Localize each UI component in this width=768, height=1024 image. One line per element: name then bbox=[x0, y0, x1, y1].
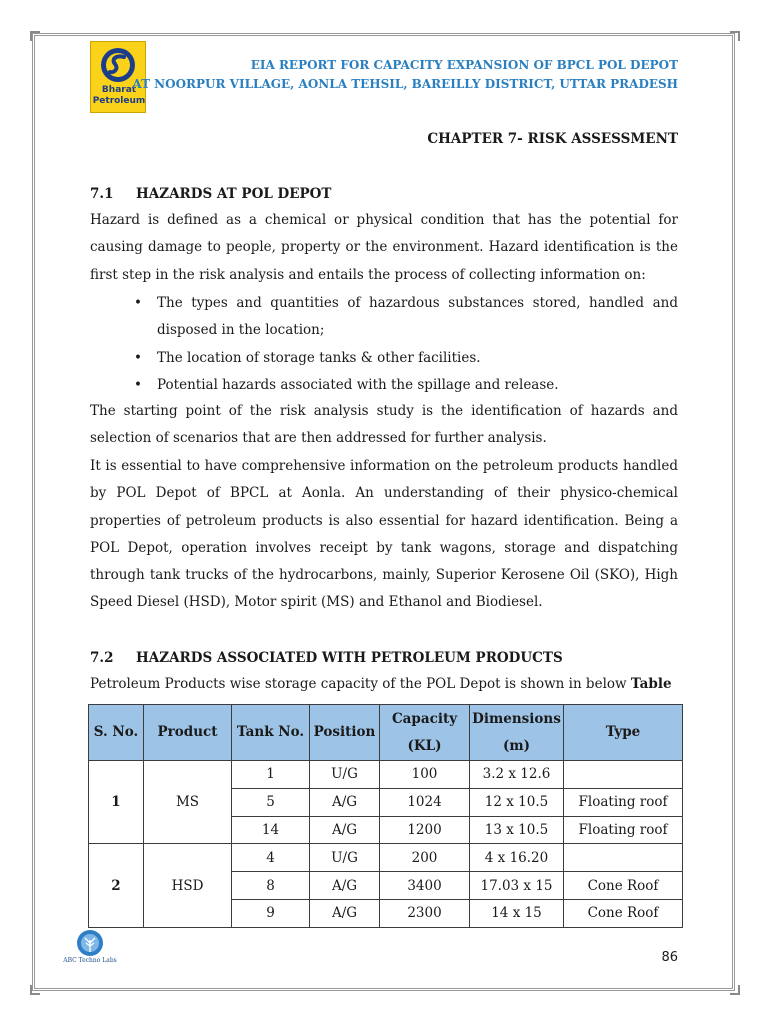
table-row bbox=[89, 761, 683, 789]
column-header: Tank No. bbox=[232, 705, 310, 761]
table-cell: 1024 bbox=[380, 788, 470, 816]
table-cell: A/G bbox=[310, 788, 380, 816]
table-cell bbox=[564, 761, 683, 789]
table-caption bbox=[90, 676, 672, 692]
table-cell: 9 bbox=[232, 899, 310, 927]
table-cell: 2300 bbox=[380, 899, 470, 927]
column-header: Product bbox=[144, 705, 232, 761]
column-header: Position bbox=[310, 705, 380, 761]
list-item: • Potential hazards associated with the spillage and release. bbox=[134, 376, 559, 393]
chapter-title: CHAPTER 7- RISK ASSESSMENT bbox=[427, 131, 678, 147]
table-cell: 1200 bbox=[380, 816, 470, 844]
border-corner bbox=[730, 31, 740, 41]
table-cell: Floating roof bbox=[564, 816, 683, 844]
table-cell: 5 bbox=[232, 788, 310, 816]
list-item-text: Potential hazards associated with the spillage and release. bbox=[157, 376, 559, 393]
header-line: Dimensions bbox=[472, 710, 561, 727]
table-cell: A/G bbox=[310, 816, 380, 844]
caption-bold: Table bbox=[630, 676, 672, 692]
table-cell bbox=[564, 844, 683, 872]
table-cell: A/G bbox=[310, 872, 380, 900]
table-cell: HSD bbox=[144, 844, 232, 927]
table-cell: 14 x 15 bbox=[470, 899, 564, 927]
border-corner bbox=[30, 31, 40, 41]
report-title-line: AT NOORPUR VILLAGE, AONLA TEHSIL, BAREILLY DISTRICT, UTTAR PRADESH bbox=[132, 77, 678, 91]
caption-text: Petroleum Products wise storage capacity of the POL Depot is shown in below bbox=[90, 676, 627, 692]
section-number: 7.1 bbox=[90, 186, 114, 202]
table-cell: MS bbox=[144, 761, 232, 844]
section-title: HAZARDS AT POL DEPOT bbox=[136, 186, 332, 202]
footer-logo-text: ABC Techno Labs bbox=[63, 957, 117, 964]
list-item: • The types and quantities of hazardous substances stored, handled and disposed in the location; bbox=[134, 295, 678, 339]
header-line: (KL) bbox=[407, 737, 442, 754]
paragraph: Hazard is defined as a chemical or physical condition that has the potential for causing damage to people, property or the environment. Hazard identification is the first step in the risk analysis and entails the process of collecting information on: bbox=[90, 212, 678, 283]
list-item-text: The location of storage tanks & other facilities. bbox=[157, 349, 481, 366]
paragraph: The starting point of the risk analysis study is the identification of hazards and selection of scenarios that are then addressed for further analysis. bbox=[90, 403, 678, 447]
table-cell: Floating roof bbox=[564, 788, 683, 816]
table-row bbox=[89, 844, 683, 872]
table-cell: 8 bbox=[232, 872, 310, 900]
logo-text: Bharat bbox=[101, 85, 137, 95]
header-line: (m) bbox=[502, 737, 531, 754]
table-cell: Cone Roof bbox=[564, 872, 683, 900]
storage-capacity-table bbox=[88, 704, 683, 928]
table-cell: 4 x 16.20 bbox=[470, 844, 564, 872]
column-header bbox=[470, 705, 564, 761]
list-item-text: The types and quantities of hazardous substances stored, handled and disposed in the location; bbox=[157, 295, 678, 339]
table-cell: 17.03 x 15 bbox=[470, 872, 564, 900]
column-header bbox=[380, 705, 470, 761]
table-cell: 100 bbox=[380, 761, 470, 789]
column-header: Type bbox=[564, 705, 683, 761]
page-number: 86 bbox=[661, 950, 678, 965]
report-title-line: EIA REPORT FOR CAPACITY EXPANSION OF BPCL POL DEPOT bbox=[250, 58, 678, 72]
table-cell: 1 bbox=[232, 761, 310, 789]
border-corner bbox=[30, 985, 40, 995]
table-cell: 3400 bbox=[380, 872, 470, 900]
section-title: HAZARDS ASSOCIATED WITH PETROLEUM PRODUCTS bbox=[136, 650, 563, 666]
border-corner bbox=[730, 985, 740, 995]
paragraph: It is essential to have comprehensive information on the petroleum products handled by POL Depot of BPCL at Aonla. An understanding of their physico-chemical properties of petroleum products is also essential for hazard identification. Being a POL Depot, operation involves receipt by tank wagons, storage and dispatching through tank trucks of the hydrocarbons, mainly, Superior Kerosene Oil (SKO), High Speed Diesel (HSD), Motor spirit (MS) and Ethanol and Biodiesel. bbox=[90, 458, 678, 611]
table-cell: 13 x 10.5 bbox=[470, 816, 564, 844]
logo-text: Petroleum bbox=[92, 96, 146, 106]
table-header-row bbox=[89, 705, 683, 761]
table-cell: 200 bbox=[380, 844, 470, 872]
header-line: Capacity bbox=[391, 710, 458, 727]
table-cell: 1 bbox=[89, 761, 144, 844]
table-cell: Cone Roof bbox=[564, 899, 683, 927]
table-cell: 12 x 10.5 bbox=[470, 788, 564, 816]
table-cell: 3.2 x 12.6 bbox=[470, 761, 564, 789]
table-cell: 4 bbox=[232, 844, 310, 872]
list-item: • The location of storage tanks & other facilities. bbox=[134, 349, 481, 366]
column-header: S. No. bbox=[89, 705, 144, 761]
section-number: 7.2 bbox=[90, 650, 114, 666]
table-cell: U/G bbox=[310, 844, 380, 872]
table-cell: 14 bbox=[232, 816, 310, 844]
table-cell: 2 bbox=[89, 844, 144, 927]
table-cell: A/G bbox=[310, 899, 380, 927]
bullet-list bbox=[90, 290, 678, 399]
table-cell: U/G bbox=[310, 761, 380, 789]
